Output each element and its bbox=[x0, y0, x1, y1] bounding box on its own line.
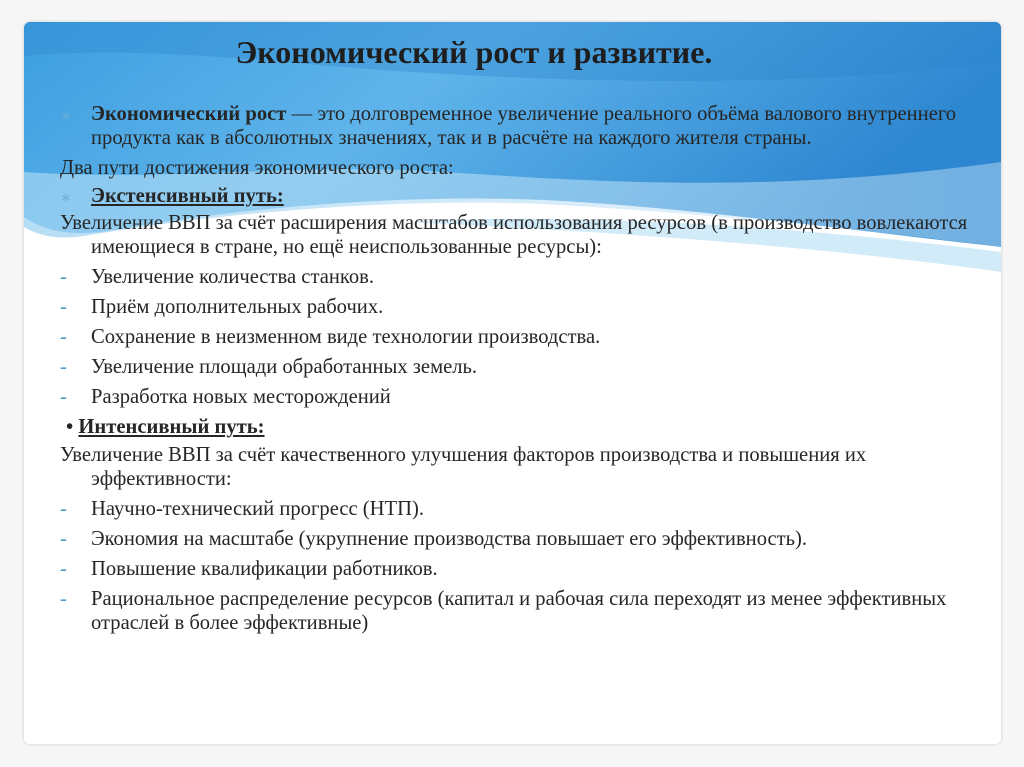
list-item-text: Повышение квалификации работников. bbox=[91, 557, 438, 580]
list-item bbox=[60, 385, 990, 409]
dash-bullet-icon: - bbox=[60, 326, 67, 348]
dash-bullet-icon: - bbox=[60, 527, 67, 550]
list-item bbox=[60, 355, 990, 379]
list-item-text: Приём дополнительных рабочих. bbox=[91, 296, 384, 318]
extensive-heading-line bbox=[60, 184, 990, 208]
list-item-text: Экономия на масштабе (укрупнение производства повышает его эффективность). bbox=[91, 527, 808, 550]
definition-term: Экономический рост bbox=[91, 103, 287, 125]
intensive-heading-line bbox=[60, 415, 990, 439]
list-item bbox=[60, 497, 990, 521]
extensive-heading: Экстенсивный путь: bbox=[91, 184, 284, 207]
two-ways-line: Два пути достижения экономического роста: bbox=[60, 157, 454, 179]
dash-bullet-icon: - bbox=[60, 356, 67, 378]
dash-bullet-icon: - bbox=[60, 266, 67, 288]
list-item-text: Научно-технический прогресс (НТП). bbox=[91, 497, 424, 520]
list-item-text: Рациональное распределение ресурсов (капитал и рабочая сила переходят из менее эффективных отраслей в более эффективные) bbox=[91, 587, 947, 634]
slide-title: Экономический рост и развитие. bbox=[235, 34, 713, 70]
list-item bbox=[60, 587, 990, 635]
list-item bbox=[60, 325, 990, 349]
intensive-heading: Интенсивный путь: bbox=[78, 416, 265, 438]
dash-bullet-icon: - bbox=[60, 296, 67, 318]
dash-bullet-icon: - bbox=[60, 497, 67, 520]
definition-text: — это долговременное увеличение реального объёма валового внутреннего продукта как в абсолютных значениях, так и в расчёте на каждого жителя страны. bbox=[91, 103, 957, 149]
definition-paragraph bbox=[60, 102, 990, 150]
extensive-description: Увеличение ВВП за счёт расширения масштабов использования ресурсов (в производство вовлекаются имеющиеся в стране, но ещё неиспользованные ресурсы): bbox=[60, 212, 968, 258]
star-bullet-icon: ∗ bbox=[60, 106, 72, 125]
list-item-text: Разработка новых месторождений bbox=[91, 386, 391, 408]
dash-bullet-icon: - bbox=[60, 587, 67, 610]
intensive-list bbox=[60, 497, 990, 635]
slide-body bbox=[60, 102, 990, 635]
intensive-description: Увеличение ВВП за счёт качественного улучшения факторов производства и повышения их эффективности: bbox=[60, 443, 867, 490]
extensive-list bbox=[60, 265, 990, 409]
dash-bullet-icon: - bbox=[60, 386, 67, 408]
list-item-text: Сохранение в неизменном виде технологии производства. bbox=[91, 326, 601, 348]
list-item bbox=[60, 265, 990, 289]
star-bullet-icon: ∗ bbox=[60, 187, 72, 207]
list-item-text: Увеличение площади обработанных земель. bbox=[91, 356, 478, 378]
list-item bbox=[60, 557, 990, 581]
list-item-text: Увеличение количества станков. bbox=[91, 266, 374, 288]
list-item bbox=[60, 295, 990, 319]
dot-bullet-icon: • bbox=[66, 416, 74, 438]
dash-bullet-icon: - bbox=[60, 557, 67, 580]
slide bbox=[24, 22, 1001, 744]
list-item bbox=[60, 527, 990, 551]
